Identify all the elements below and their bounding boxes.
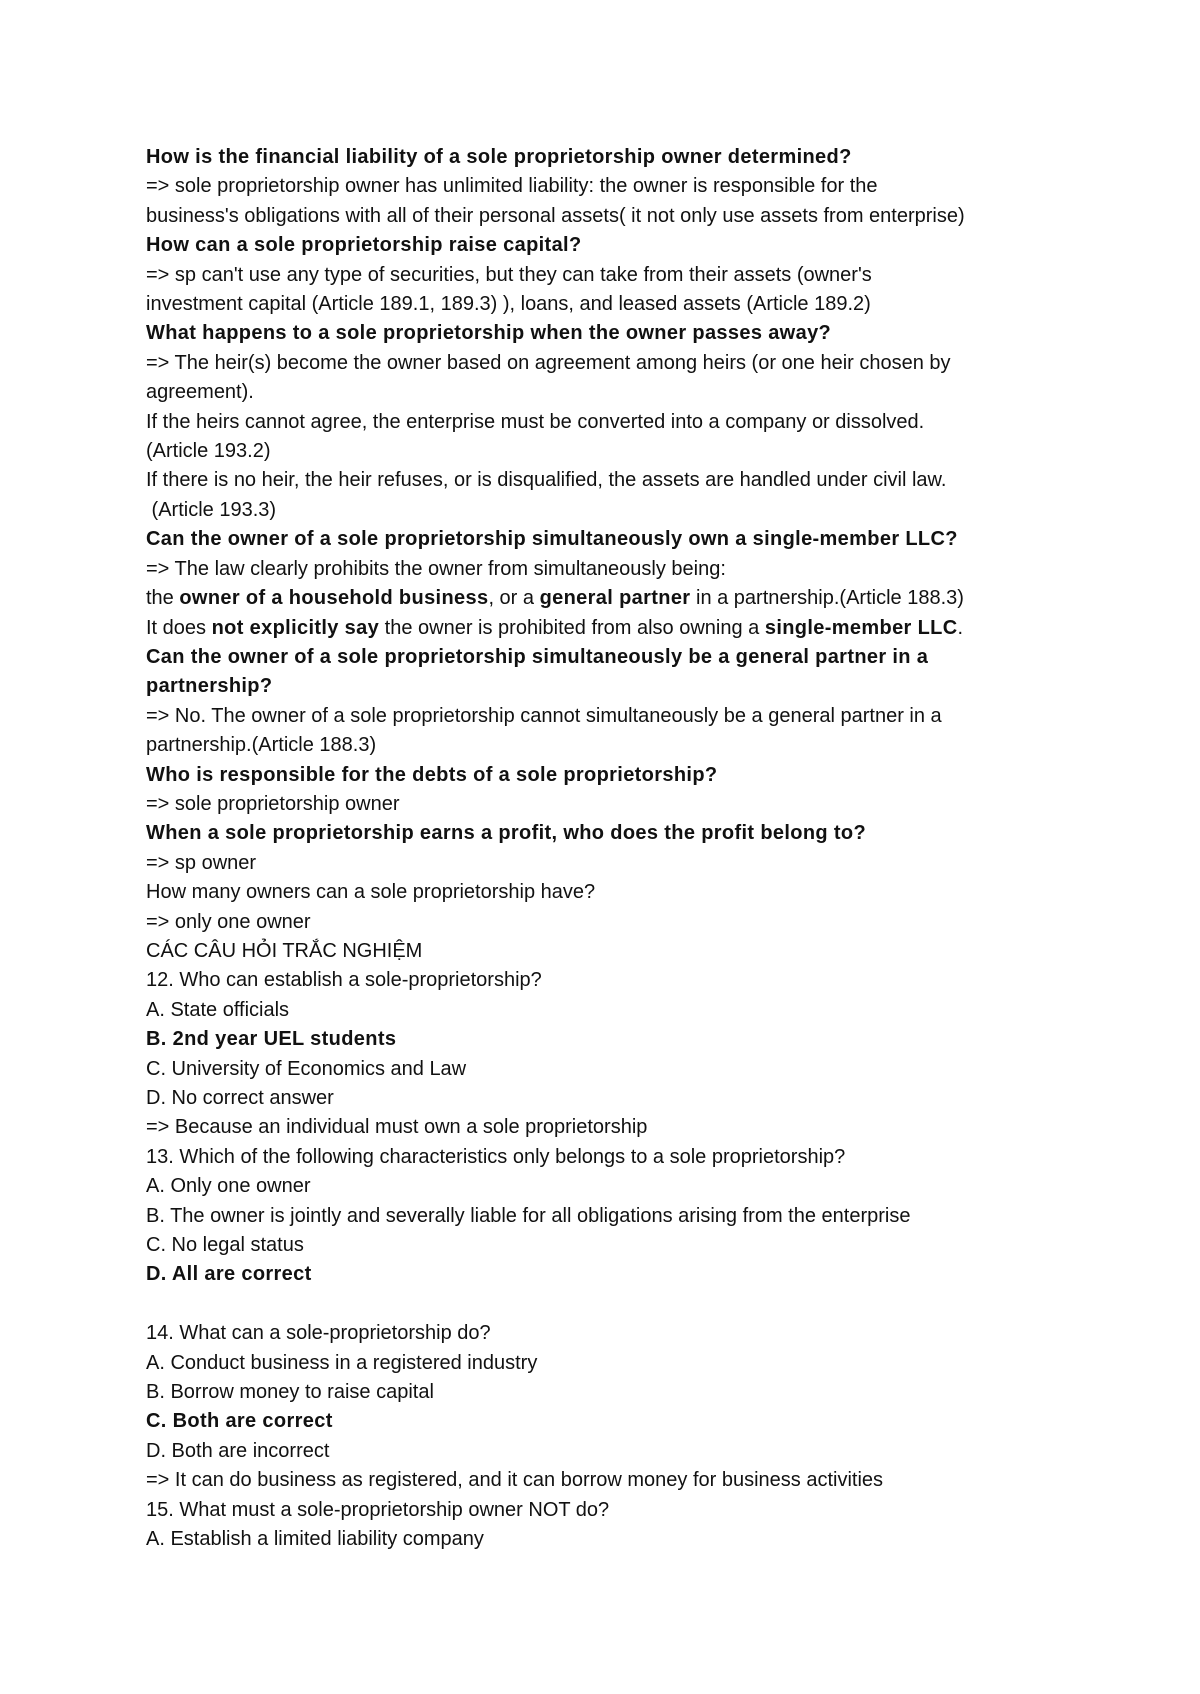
answer-emphasis: owner of a household business	[179, 587, 489, 610]
quiz-option: A. Establish a limited liability company	[146, 1528, 484, 1551]
answer-text	[146, 584, 1086, 613]
answer-text: => only one owner	[146, 910, 311, 933]
quiz-question: 14. What can a sole-proprietorship do?	[146, 1322, 491, 1345]
quiz-option: B. The owner is jointly and severally liable for all obligations arising from the enterprise	[146, 1204, 911, 1227]
quiz-option: A. State officials	[146, 998, 290, 1021]
question-heading: Who is responsible for the debts of a sole proprietorship?	[146, 763, 718, 786]
blank-line	[146, 1290, 1086, 1319]
quiz-option: B. Borrow money to raise capital	[146, 1381, 434, 1404]
quiz-option: A. Only one owner	[146, 1175, 311, 1198]
quiz-option: C. No legal status	[146, 1234, 304, 1257]
answer-text: agreement).	[146, 381, 254, 404]
answer-emphasis: not explicitly say	[211, 616, 380, 639]
section-heading: CÁC CÂU HỎI TRẮC NGHIỆM	[146, 939, 423, 962]
question-heading: How can a sole proprietorship raise capital?	[146, 234, 582, 257]
quiz-option-correct: D. All are correct	[146, 1263, 312, 1286]
quiz-question: 12. Who can establish a sole-proprietorship?	[146, 969, 542, 992]
answer-text-part: in a partnership.(Article 188.3)	[690, 587, 964, 610]
quiz-explanation: => It can do business as registered, and it can borrow money for business activities	[146, 1469, 884, 1492]
answer-text-part: , or a	[488, 587, 540, 610]
answer-text-part: It does	[146, 616, 212, 639]
answer-text: => sp can't use any type of securities, but they can take from their assets (owner's	[146, 263, 872, 286]
answer-text: If there is no heir, the heir refuses, or is disqualified, the assets are handled under civil law.	[146, 469, 947, 492]
quiz-option: D. No correct answer	[146, 1087, 334, 1109]
quiz-option-correct: B. 2nd year UEL students	[146, 1028, 397, 1051]
quiz-option: A. Conduct business in a registered industry	[146, 1351, 538, 1374]
quiz-explanation: => Because an individual must own a sole proprietorship	[146, 1116, 648, 1139]
answer-text: => sole proprietorship owner has unlimited liability: the owner is responsible for the	[146, 175, 878, 198]
question-heading: Can the owner of a sole proprietorship simultaneously own a single-member LLC?	[146, 528, 958, 551]
answer-text-part: .	[957, 616, 964, 639]
question-heading: When a sole proprietorship earns a profit, who does the profit belong to?	[146, 822, 867, 845]
answer-text: business's obligations with all of their personal assets( it not only use assets from enterprise)	[146, 204, 965, 227]
answer-text: (Article 193.2)	[146, 440, 271, 463]
question-heading: Can the owner of a sole proprietorship simultaneously be a general partner in a	[146, 645, 929, 668]
answer-text: (Article 193.3)	[146, 498, 277, 521]
answer-text: investment capital (Article 189.1, 189.3) ), loans, and leased assets (Article 189.2)	[146, 293, 871, 316]
answer-text-part: the	[146, 587, 180, 610]
answer-text: => No. The owner of a sole proprietorship cannot simultaneously be a general partner in a	[146, 704, 942, 727]
answer-text: => sole proprietorship owner	[146, 792, 400, 815]
answer-text: => The heir(s) become the owner based on agreement among heirs (or one heir chosen by	[146, 351, 951, 374]
answer-text: If the heirs cannot agree, the enterprise must be converted into a company or dissolved.	[146, 410, 925, 433]
quiz-option-correct: C. Both are correct	[146, 1410, 333, 1433]
answer-text	[146, 614, 1086, 643]
answer-text: partnership.(Article 188.3)	[146, 734, 377, 757]
question-heading: What happens to a sole proprietorship when the owner passes away?	[146, 322, 832, 345]
answer-emphasis: general partner	[539, 587, 691, 610]
answer-text: => The law clearly prohibits the owner from simultaneously being:	[146, 557, 726, 580]
question-heading: How is the financial liability of a sole proprietorship owner determined?	[146, 146, 852, 168]
answer-text-part: the owner is prohibited from also owning a	[379, 616, 765, 639]
answer-text: => sp owner	[146, 851, 257, 874]
question-heading: partnership?	[146, 675, 273, 698]
quiz-question: 15. What must a sole-proprietorship owner NOT do?	[146, 1498, 610, 1521]
quiz-question: 13. Which of the following characteristics only belongs to a sole proprietorship?	[146, 1145, 846, 1168]
quiz-option: D. Both are incorrect	[146, 1439, 330, 1462]
answer-emphasis: single-member LLC	[764, 616, 958, 639]
quiz-option: C. University of Economics and Law	[146, 1057, 467, 1080]
question-text: How many owners can a sole proprietorship have?	[146, 881, 596, 904]
document-page	[146, 143, 1086, 1554]
